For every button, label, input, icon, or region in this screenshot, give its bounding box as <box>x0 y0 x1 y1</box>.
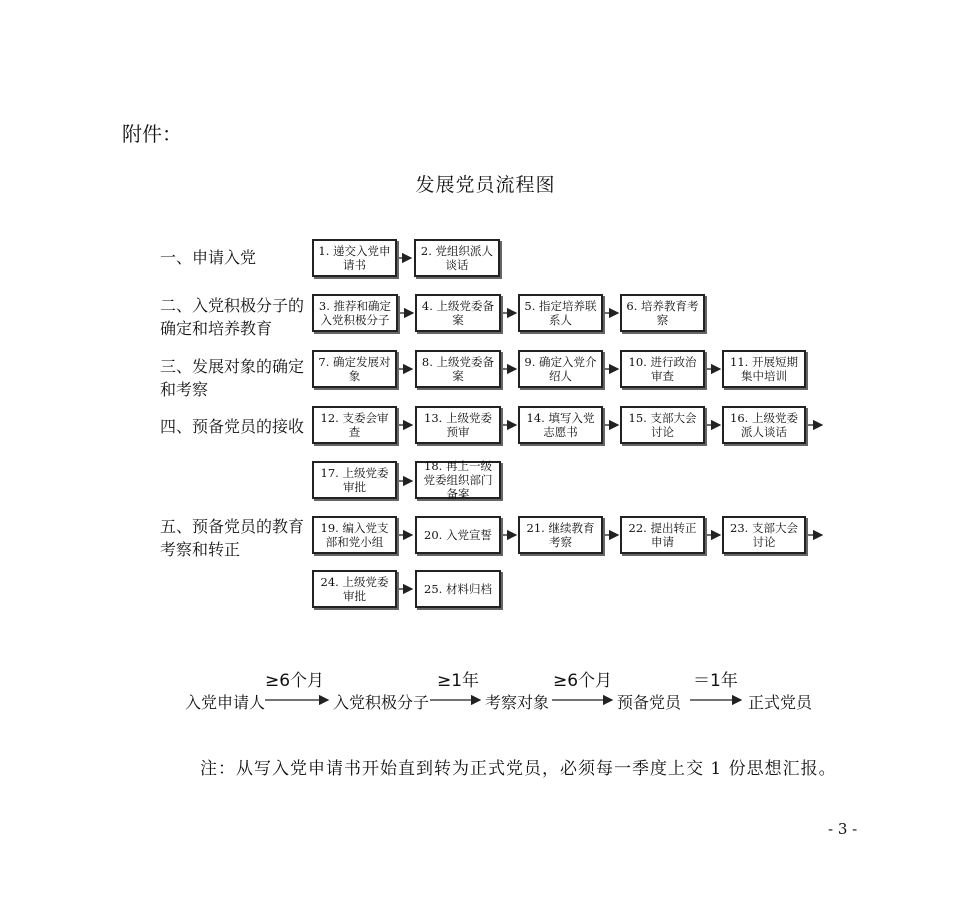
step-box-11 <box>722 350 806 388</box>
step-label: 9. 确定入党介绍人 <box>524 355 597 383</box>
step-box-6 <box>620 294 705 332</box>
stage-label-1: 一、申请入党 <box>160 248 257 267</box>
step-label: 18. 再上一级党委组织部门备案 <box>423 459 493 501</box>
stage-label-3: 三、发展对象的确定和考察 <box>160 357 305 399</box>
step-box-8 <box>415 350 501 388</box>
step-label: 8. 上级党委备案 <box>421 355 495 383</box>
step-box-5 <box>518 294 603 332</box>
timeline-stage-2: 入党积极分子 <box>333 693 430 712</box>
step-label: 25. 材料归档 <box>424 582 492 596</box>
step-box-25 <box>415 570 501 608</box>
step-label: 24. 上级党委审批 <box>320 575 389 603</box>
step-box-20 <box>415 516 501 554</box>
step-box-16 <box>722 406 806 444</box>
page-number: - 3 - <box>828 820 858 838</box>
timeline-stage-5: 正式党员 <box>748 693 813 712</box>
step-label: 22. 提出转正申请 <box>628 521 697 549</box>
step-box-17 <box>312 461 397 499</box>
step-label: 23. 支部大会讨论 <box>730 521 798 549</box>
step-label: 11. 开展短期集中培训 <box>730 355 798 383</box>
footnote: 注：从写入党申请书开始直到转为正式党员，必须每一季度上交 1 份思想汇报。 <box>200 759 837 779</box>
timeline-condition-2: ≥1年 <box>437 671 480 691</box>
step-label: 12. 支委会审查 <box>320 411 389 439</box>
stage-label-2: 二、入党积极分子的确定和培养教育 <box>160 296 305 338</box>
step-label: 19. 编入党支部和党小组 <box>320 521 389 549</box>
step-box-14 <box>518 406 603 444</box>
attachment-label: 附件： <box>122 122 182 146</box>
step-label: 15. 支部大会讨论 <box>628 411 697 439</box>
step-box-15 <box>620 406 705 444</box>
timeline-stage-4: 预备党员 <box>617 693 682 712</box>
step-box-9 <box>518 350 603 388</box>
step-label: 1. 递交入党申请书 <box>318 244 391 272</box>
step-label: 7. 确定发展对象 <box>318 355 391 383</box>
step-label: 17. 上级党委审批 <box>320 466 389 494</box>
step-box-21 <box>518 516 603 554</box>
timeline-condition-1: ≥6个月 <box>265 671 325 691</box>
step-label: 21. 继续教育考察 <box>526 521 595 549</box>
step-box-2 <box>414 239 500 277</box>
page-title: 发展党员流程图 <box>415 174 556 196</box>
step-box-19 <box>312 516 397 554</box>
step-label: 13. 上级党委预审 <box>424 411 492 439</box>
stage-label-4: 四、预备党员的接收 <box>160 417 305 436</box>
step-label: 14. 填写入党志愿书 <box>526 411 595 439</box>
timeline-stage-3: 考察对象 <box>485 693 550 712</box>
step-label: 5. 指定培养联系人 <box>524 299 597 327</box>
step-box-1 <box>312 239 397 277</box>
step-box-22 <box>620 516 705 554</box>
step-box-12 <box>312 406 397 444</box>
timeline-stage-1: 入党申请人 <box>185 693 266 712</box>
step-box-23 <box>722 516 806 554</box>
step-label: 2. 党组织派人谈话 <box>420 244 494 272</box>
timeline-condition-4: ＝1年 <box>693 671 738 691</box>
step-label: 4. 上级党委备案 <box>421 299 495 327</box>
step-label: 3. 推荐和确定入党积极分子 <box>318 299 392 327</box>
step-label: 20. 入党宣誓 <box>424 528 492 542</box>
timeline-condition-3: ≥6个月 <box>553 671 613 691</box>
step-label: 16. 上级党委派人谈话 <box>730 411 798 439</box>
step-box-18 <box>415 461 501 499</box>
step-box-4 <box>415 294 501 332</box>
step-box-24 <box>312 570 397 608</box>
step-box-10 <box>620 350 705 388</box>
step-label: 10. 进行政治审查 <box>628 355 697 383</box>
step-box-3 <box>312 294 398 332</box>
step-box-7 <box>312 350 397 388</box>
step-box-13 <box>415 406 501 444</box>
step-label: 6. 培养教育考察 <box>626 299 699 327</box>
stage-label-5: 五、预备党员的教育考察和转正 <box>160 517 305 559</box>
